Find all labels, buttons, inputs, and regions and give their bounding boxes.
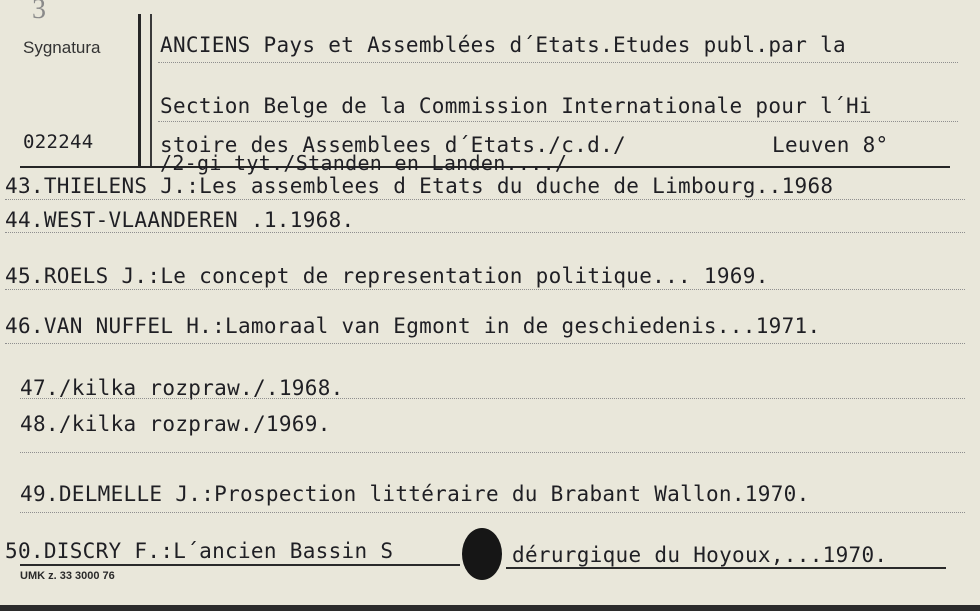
entry-44: 44.WEST-VLAANDEREN .1.1968.	[5, 208, 355, 232]
signature-label: Sygnatura	[23, 38, 101, 57]
punched-hole	[462, 528, 502, 580]
background-strip	[0, 605, 980, 611]
series-note: /2-gi tyt./Standen en Landen..../	[160, 151, 568, 175]
entry-46: 46.VAN NUFFEL H.:Lamoraal van Egmont in de geschiedenis...1971.	[5, 314, 821, 338]
dotted-rule	[158, 62, 958, 63]
dotted-rule	[20, 398, 965, 399]
title-line-1: ANCIENS Pays et Assemblées d´Etats.Etudes publ.par la	[160, 33, 846, 57]
entry-49: 49.DELMELLE J.:Prospection littéraire du Brabant Wallon.1970.	[20, 482, 810, 506]
dotted-rule	[20, 452, 965, 453]
dotted-rule	[20, 512, 965, 513]
pencil-mark: 3	[32, 0, 46, 25]
dotted-rule	[5, 343, 965, 344]
title-line-2: Section Belge de la Commission Internationale pour l´Hi	[160, 94, 872, 118]
header-vertical-rule-inner	[150, 14, 152, 166]
dotted-rule	[158, 121, 958, 122]
dotted-rule	[5, 199, 965, 200]
entry-47: 47./kilka rozpraw./.1968.	[20, 376, 344, 400]
entry-45: 45.ROELS J.:Le concept de representation politique... 1969.	[5, 264, 769, 288]
place-format: Leuven 8°	[772, 133, 889, 157]
entry-50-part-1: 50.DISCRY F.:L´ancien Bassin S	[5, 539, 394, 563]
entry-50-underline	[20, 564, 460, 566]
dotted-rule	[5, 289, 965, 290]
printer-mark: UMK z. 33 3000 76	[20, 570, 115, 582]
entry-48: 48./kilka rozpraw./1969.	[20, 412, 331, 436]
entry-43: 43.THIELENS J.:Les assemblees d Etats du duche de Limbourg..1968	[5, 174, 834, 198]
entry-50-part-2: dérurgique du Hoyoux,...1970.	[512, 543, 888, 567]
header-vertical-rule	[138, 14, 141, 166]
call-number: 022244	[23, 131, 94, 153]
title-line-3: stoire des Assemblees d´Etats./c.d./	[160, 133, 626, 157]
entry-50-underline	[506, 567, 946, 569]
dotted-rule	[5, 232, 965, 233]
